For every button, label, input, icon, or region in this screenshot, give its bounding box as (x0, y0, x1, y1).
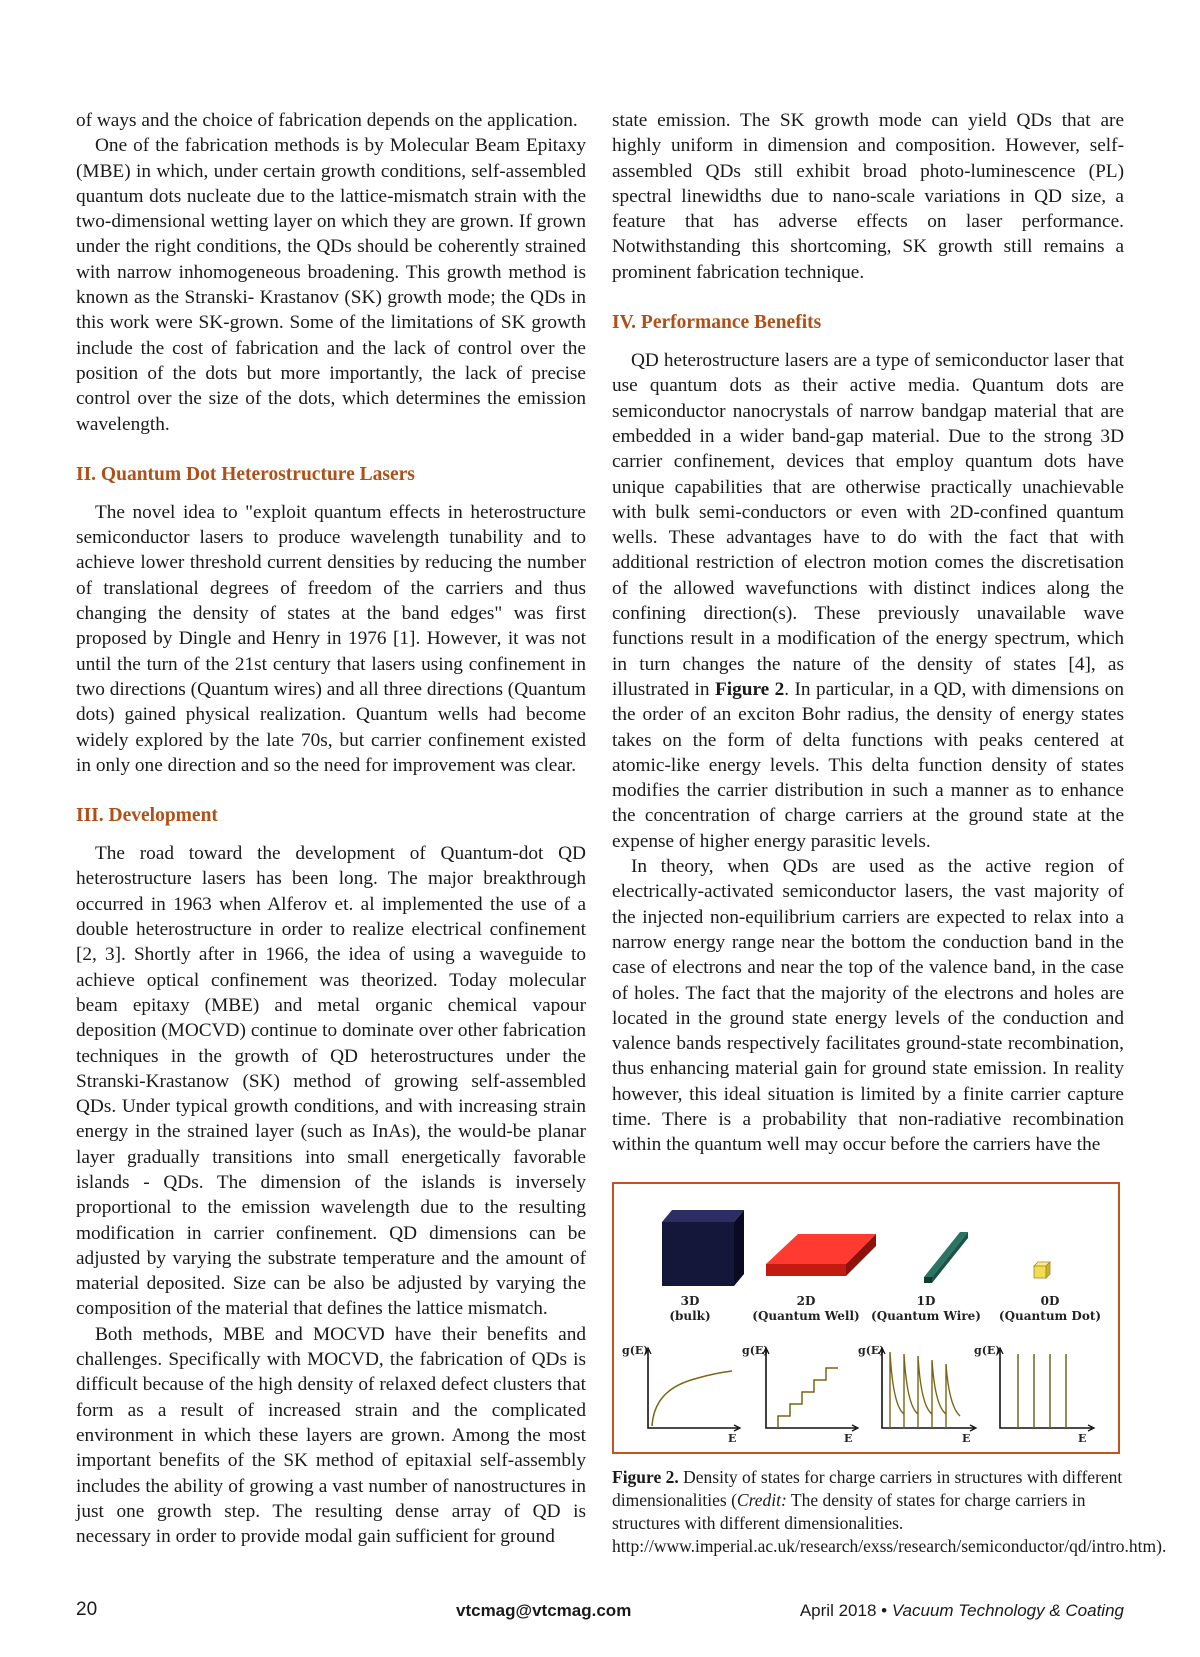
caption-text: Density of states for charge carriers in structures with different dimensionalities ( (612, 1466, 1123, 1510)
paragraph: state emission. The SK growth mode can yield QDs that are highly uniform in dimension and composition. However, self-assembled QDs still exhibit broad photo-luminescence (PL) spectral linewidths due to nano-scale variations in QD size, a feature that has adverse effects on laser performance. Notwithstanding this shortcoming, SK growth still remains a prominent fabrication technique. (612, 110, 1124, 283)
y-axis-label: g(E) (742, 1343, 769, 1357)
plot-wire (858, 1344, 976, 1445)
caption-credit: Credit: (736, 1489, 787, 1510)
dos-staircase (778, 1368, 838, 1428)
caption-rest: The density of states for charge carriers in structures with different dimensionalities. http://www.imperial.ac.uk/research/exss/research/semiconductor/qd/intro.htm). (612, 1489, 1167, 1557)
paragraph-text: . In particular, in a QD, with dimensions on the order of an exciton Bohr radius, the density of energy states takes on the form of delta functions with peaks centered at atomic-like energy levels. This delta function density of states modifies the carrier distribution in such a manner as to enhance the concentration of charge carriers at the ground state at the expense of higher energy parasitic levels. (612, 678, 1125, 852)
y-axis-label: g(E) (974, 1343, 1001, 1357)
panel-name-label: (bulk) (669, 1308, 711, 1323)
left-column (76, 108, 586, 1549)
footer-email[interactable]: vtcmag@vtcmag.com (456, 1601, 632, 1620)
wire-top-face (924, 1232, 968, 1277)
cube-top-face (662, 1210, 744, 1222)
wire-side-face (932, 1232, 968, 1283)
panel-name-label: (Quantum Wire) (871, 1308, 981, 1323)
bulk-cube-illustration (662, 1210, 744, 1286)
plot-axes (882, 1350, 974, 1428)
paragraph: The road toward the development of Quantum-dot QD heterostructure lasers has been long. The major breakthrough occurred in 1963 when Alferov et. al implemented the use of a double heterostructure in order to realize electrical confinement [2, 3]. Shortly after in 1966, the idea of using a waveguide to achieve optical confinement was theorized. Today molecular beam epitaxy (MBE) and metal organic chemical vapour deposition (MOCVD) continue to dominate over other fabrication techniques in the growth of QD heterostructures under the Stranski-Krastanow (SK) method of growing self-assembled QDs. Under typical growth conditions, and with increasing strain energy in the strained layer (such as InAs), the would-be planar layer gradually transitions into small energetically favorable islands - QDs. The dimension of the islands is inversely proportional to the emission wavelength due to the resulting modification in carrier confinement. QD dimensions can be adjusted by varying the substrate temperature and the amount of material deposited. Size can be also be adjusted by varying the composition of the material that defines the lattice mismatch. (76, 843, 586, 1320)
footer-bullet: • (881, 1601, 888, 1620)
quantum-dot-illustration (1034, 1262, 1050, 1278)
panel-name-label: (Quantum Well) (752, 1308, 860, 1323)
quantum-well-illustration (766, 1234, 876, 1276)
footer-date: April 2018 (799, 1601, 877, 1620)
section-heading: IV. Performance Benefits (612, 312, 822, 334)
section-heading: III. Development (76, 805, 218, 827)
panel-dim-label: 1D (916, 1293, 936, 1308)
paragraph: The novel idea to "exploit quantum effects in heterostructure semiconductor lasers to produce wavelength tunability and to achieve lower threshold current densities by reducing the number of translational degrees of freedom of the carriers and thus changing the density of states at the band edges" was first proposed by Dingle and Henry in 1976 [1]. However, it was not until the turn of the 21st century that lasers using confinement in two directions (Quantum wires) and all three directions (Quantum dots) gained physical realization. Quantum wells had become widely explored by the late 70s, but carrier confinement existed in only one direction and so the need for improvement was clear. (76, 501, 586, 776)
quantum-wire-illustration (924, 1232, 968, 1283)
right-column (612, 108, 1167, 1559)
page-number: 20 (76, 1599, 98, 1620)
plot-axes (648, 1350, 738, 1428)
plot-bulk (622, 1344, 740, 1445)
y-axis-label: g(E) (858, 1343, 885, 1357)
cube-front-face (662, 1222, 734, 1286)
paragraph: Both methods, MBE and MOCVD have their benefits and challenges. Specifically with MOCVD, the fabrication of QDs is difficult because of the high density of relaxed defect clusters that form as a result of increased strain and the complicated environment in which these layers are grown. Among the most important benefits of the SK method of epitaxial self-assembly includes the ability of growing a vast number of nanostructures in just one growth step. The resulting dense array of QD is necessary in order to provide modal gain sufficient for ground (76, 1323, 586, 1548)
panel-dim-label: 0D (1040, 1293, 1060, 1308)
x-axis-label: E (844, 1431, 853, 1445)
plot-axes (1000, 1350, 1092, 1428)
panel-dim-label: 2D (796, 1293, 816, 1308)
plot-well (742, 1344, 858, 1445)
x-axis-label: E (1078, 1431, 1087, 1445)
dot-front-face (1034, 1266, 1046, 1278)
dos-delta-functions (1018, 1354, 1066, 1428)
dos-curve (652, 1371, 732, 1426)
footer-magazine: Vacuum Technology & Coating (891, 1601, 1124, 1620)
section-heading: II. Quantum Dot Heterostructure Lasers (76, 463, 415, 485)
x-axis-label: E (962, 1431, 971, 1445)
y-axis-label: g(E) (622, 1343, 649, 1357)
caption-label: Figure 2. (612, 1466, 679, 1487)
paragraph: In theory, when QDs are used as the active region of electrically-activated semiconductor lasers, the vast majority of the injected non-equilibrium carriers are expected to relax into a narrow energy range near the bottom the conduction band in the case of electrons and near the top of the valence band, in the case of holes. The fact that the majority of the electrons and holes are located in the ground state energy levels of the conduction and valence bands respectively facilitates ground-state recombination, thus enhancing material gain for ground state emission. In reality however, this ideal situation is limited by a finite carrier capture time. There is a probability that non-radiative recombination within the quantum well may occur before the carriers have the (612, 856, 1124, 1156)
figure-2 (612, 1182, 1167, 1559)
figure-caption (612, 1466, 1167, 1559)
footer-publication (800, 1601, 1124, 1621)
panel-name-label: (Quantum Dot) (998, 1308, 1102, 1323)
figure-frame (612, 1182, 1120, 1454)
density-of-states-diagram (614, 1184, 1118, 1452)
plot-dot (974, 1344, 1094, 1445)
figure-reference: Figure 2 (714, 678, 785, 700)
paragraph-text: QD heterostructure lasers are a type of semiconductor laser that use quantum dots as their active media. Quantum dots are semiconductor nanocrystals of narrow bandgap material that are embedded in a wider band-gap material. Due to the strong 3D carrier confinement, devices that employ quantum dots have unique capabilities that are otherwise practically unachievable with bulk semi-conductors or even with 2D-confined quantum wells. These advantages have to do with the fact that with additional restriction of electron motion comes the discretisation of the allowed wavefunctions with distinct indices along the confining direction(s). These previously unavailable wave functions result in a modification of the energy spectrum, which in turn changes the nature of the density of states [4], as illustrated in (612, 350, 1124, 700)
paragraph: One of the fabrication methods is by Molecular Beam Epitaxy (MBE) in which, under certain growth conditions, self-assembled quantum dots nucleate due to the lattice-mismatch strain with the two-dimensional wetting layer on which they are grown. If grown under the right conditions, the QDs should be coherently strained with narrow inhomogeneous broadening. This growth method is known as the Stranski- Krastanov (SK) growth mode; the QDs in this work were SK-grown. Some of the limitations of SK growth include the cost of fabrication and the lack of control over the position of the dots but more importantly, the lack of precise control over the size of the dots, which determines the emission wavelength. (76, 135, 586, 435)
panel-dim-label: 3D (680, 1293, 700, 1308)
paragraph (612, 348, 1124, 854)
dos-spikes (890, 1352, 960, 1428)
cube-side-face (734, 1210, 744, 1286)
paragraph: of ways and the choice of fabrication depends on the application. (76, 110, 578, 131)
slab-front-face (766, 1264, 846, 1276)
x-axis-label: E (728, 1431, 737, 1445)
wire-front-face (924, 1277, 932, 1283)
